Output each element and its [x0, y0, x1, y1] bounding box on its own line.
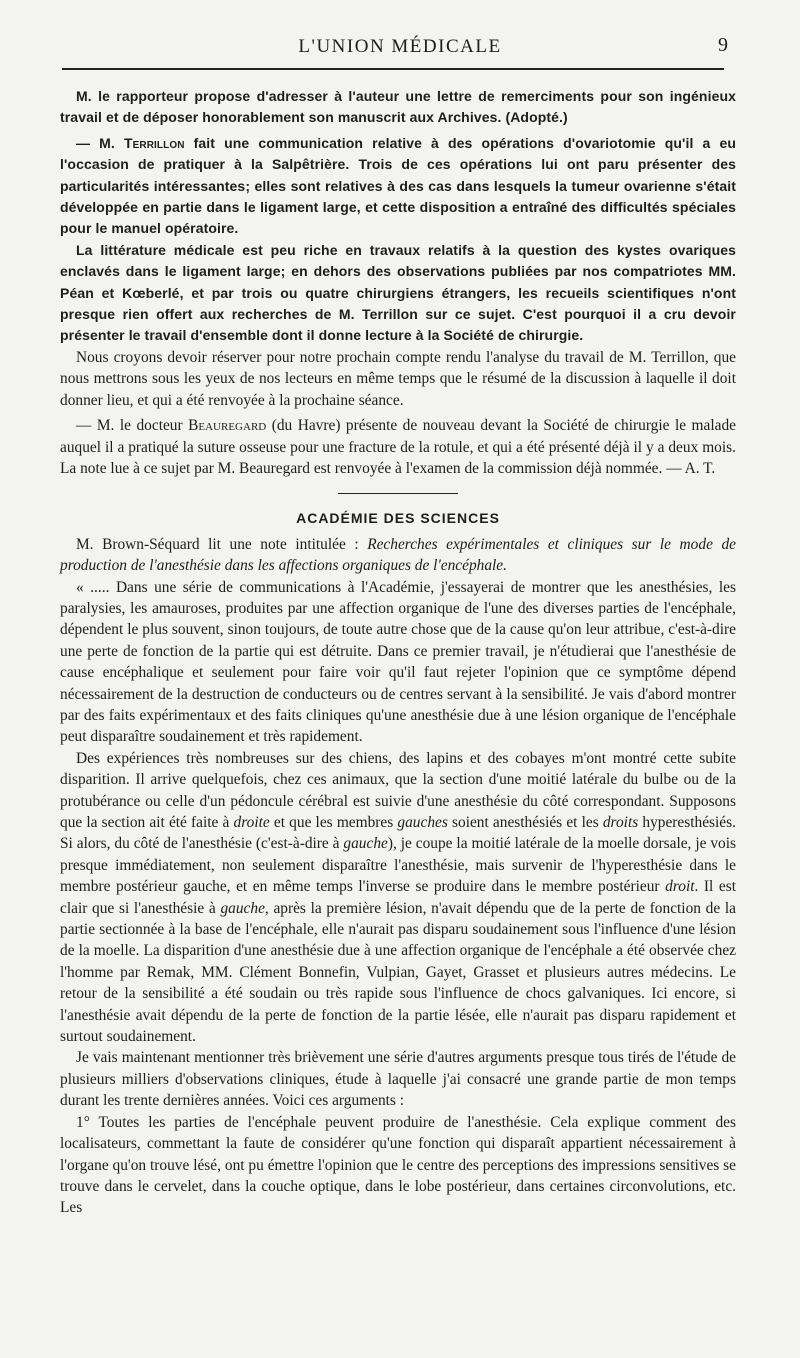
paragraph-brown-sequard	[60, 534, 736, 577]
section-heading: ACADÉMIE DES SCIENCES	[296, 510, 500, 527]
italic-run: gauches	[397, 814, 448, 831]
text-run: et que les membres	[269, 814, 398, 831]
paragraph-compte-rendu: Nous croyons devoir réserver pour notre prochain compte rendu l'analyse du travail de M. Terrillon, que nous mettrons sous les yeux de nos lecteurs en même temps que le résumé de la discussion à laquelle il doit donner lieu, et qui a été renvoyée à la prochaine séance.	[60, 348, 736, 409]
paragraph-communications: « ..... Dans une série de communications à l'Académie, j'essayerai de montrer que les anesthésies, les paralysies, les amauroses, produites par une affection organique de l'une des diverses parties de l'encéphale, dépendent le plus souvent, sinon toujours, de toute autre chose que de la cause qu'on leur attribue, c'est-à-dire une perte de fonction de la partie qui est détruite. Dans ce premier travail, je n'étudierai que l'anesthésie de cause encéphalique et seulement pour faire voir qu'il faut rejeter l'opinion que ce symptôme dépend nécessairement de la destruction de conducteurs ou de centres servant à la sensibilité. Je vais d'abord montrer par des faits expérimentaux et des faits cliniques qu'une anesthésie due à une lésion organique de l'encéphale peut disparaître soudainement et très rapidement.	[60, 578, 736, 746]
author-name: Terrillon	[123, 134, 185, 151]
page-header	[0, 30, 800, 70]
text-run: ), je coupe la moitié latérale de la moelle dorsale, je vois presque immédiatement, non seulement disparaître l'anesthésie, mais survenir de l'hyperesthésie dans le membre postérieur gauche, et en même temps l'inverse se produire dans le membre postérieur	[60, 835, 736, 896]
paragraph-terrillon	[60, 133, 736, 240]
text-run: , après la première lésion, n'avait dépendu que de la perte de fonction de la partie sectionnée à la base de l'encéphale, elle n'aurait pas disparu soudainement sous l'influence d'une lésion de la moelle. La disparition d'une anesthésie due à une affection organique de l'encéphale a été observée chez l'homme par Remak, MM. Clément Bonnefin, Vulpian, Gayet, Grasset et plusieurs autres médecins. Le retour de la sensibilité a été soudain ou très rapide sous l'influence de chocs galvaniques. Ici encore, si l'anesthésie avait dépendu de la perte de fonction de la partie lésée, elle n'aurait pas disparu rapidement et surtout soudainement.	[60, 899, 736, 1046]
paragraph-litterature: La littérature médicale est peu riche en travaux relatifs à la question des kystes ovariques enclavés dans le ligament large; en dehors des observations publiées par nos compatriotes MM. Péan et Kœberlé, et par trois ou quatre chirurgiens étrangers, les recueils scientifiques n'ont presque rien offert aux recherches de M. Terrillon sur ce sujet. C'est pourquoi il a cru devoir présenter le travail d'ensemble dont il donne lecture à la Société de chirurgie.	[60, 241, 736, 344]
italic-run: gauche	[343, 835, 388, 853]
italic-run: droit	[665, 878, 695, 896]
text-run: Des expériences très nombreuses sur des chiens, des lapins et des cobayes m'ont montré cette subite disparition. Il arrive quelquefois, chez ces animaux, que la section d'une moitié latérale du bulbe ou de la protubérance ou celle d'un pédoncule cérébral est suivie d'une anesthésie du côté correspondant. Supposons que la section ait été faite à	[60, 749, 736, 831]
text-run: hyperesthésiés. Si alors, du côté de l'anesthésie (c'est-à-dire à	[60, 814, 736, 853]
paragraph-experiences	[60, 748, 736, 1048]
italic-run: droits	[602, 814, 639, 831]
section-separator	[338, 493, 458, 494]
paragraph-rapporteur: M. le rapporteur propose d'adresser à l'auteur une lettre de remerciments pour son ingénieux travail et de déposer honorablement son manuscrit aux Archives. (Adopté.)	[60, 88, 736, 126]
paper-title: Recherches expérimentales et cliniques sur le mode de production de l'anesthésie dans les affections organiques de l'encéphale.	[60, 535, 736, 575]
paragraph-text: (du Havre) présente de nouveau devant la Société de chirurgie le malade auquel il a pratiqué la suture osseuse pour une fracture de la rotule, et qui a été présenté déjà il y a deux mois. La note lue à ce sujet par M. Beauregard est renvoyée à l'examen de la commission déjà nommée. — A. T.	[60, 417, 736, 477]
body-text	[60, 86, 736, 1219]
paragraph-text: M. Brown-Séquard lit une note intitulée :	[76, 535, 368, 553]
paragraph-beauregard	[60, 415, 736, 479]
italic-run: droite	[233, 814, 270, 831]
paragraph-argument-1: 1° Toutes les parties de l'encéphale peuvent produire de l'anesthésie. Cela explique comment des localisateurs, commettant la faute de considérer qu'une fonction qui disparaît appartient nécessairement à l'organe qu'on trouve lésé, ont pu émettre l'opinion que le centre des perceptions des impressions sensitives se trouve dans le cervelet, dans la couche optique, dans le lobe postérieur, dans certaines circonvolutions, etc. Les	[60, 1113, 736, 1217]
dash-prefix: — M. le docteur	[76, 417, 189, 435]
dash-prefix: — M.	[76, 134, 124, 151]
page-number: 9	[718, 34, 728, 56]
paragraph-text: fait une communication relative à des opérations d'ovariotomie qu'il a eu l'occasion de pratiquer à la Salpêtrière. Trois de ces opérations lui ont paru présenter des particularités intéressantes; elles sont relatives à des cas dans lesquels la tumeur ovarienne s'était développée en partie dans le ligament large, et cette disposition a entraîné des difficultés spéciales pour le manuel opératoire.	[60, 134, 736, 237]
header-rule	[62, 68, 724, 70]
italic-run: gauche	[220, 899, 265, 917]
text-run: . Il est clair que si l'anesthésie à	[60, 878, 737, 917]
paragraph-arguments: Je vais maintenant mentionner très brièvement une série d'autres arguments presque tous tirés de l'étude de plusieurs milliers d'observations cliniques, étude à laquelle j'ai consacré une grande partie de mon temps durant les trente dernières années. Voici ces arguments :	[60, 1049, 736, 1110]
running-head: L'UNION MÉDICALE	[298, 36, 502, 57]
text-run: soient anesthésiés et les	[447, 814, 603, 831]
author-name: Beauregard	[188, 417, 267, 435]
